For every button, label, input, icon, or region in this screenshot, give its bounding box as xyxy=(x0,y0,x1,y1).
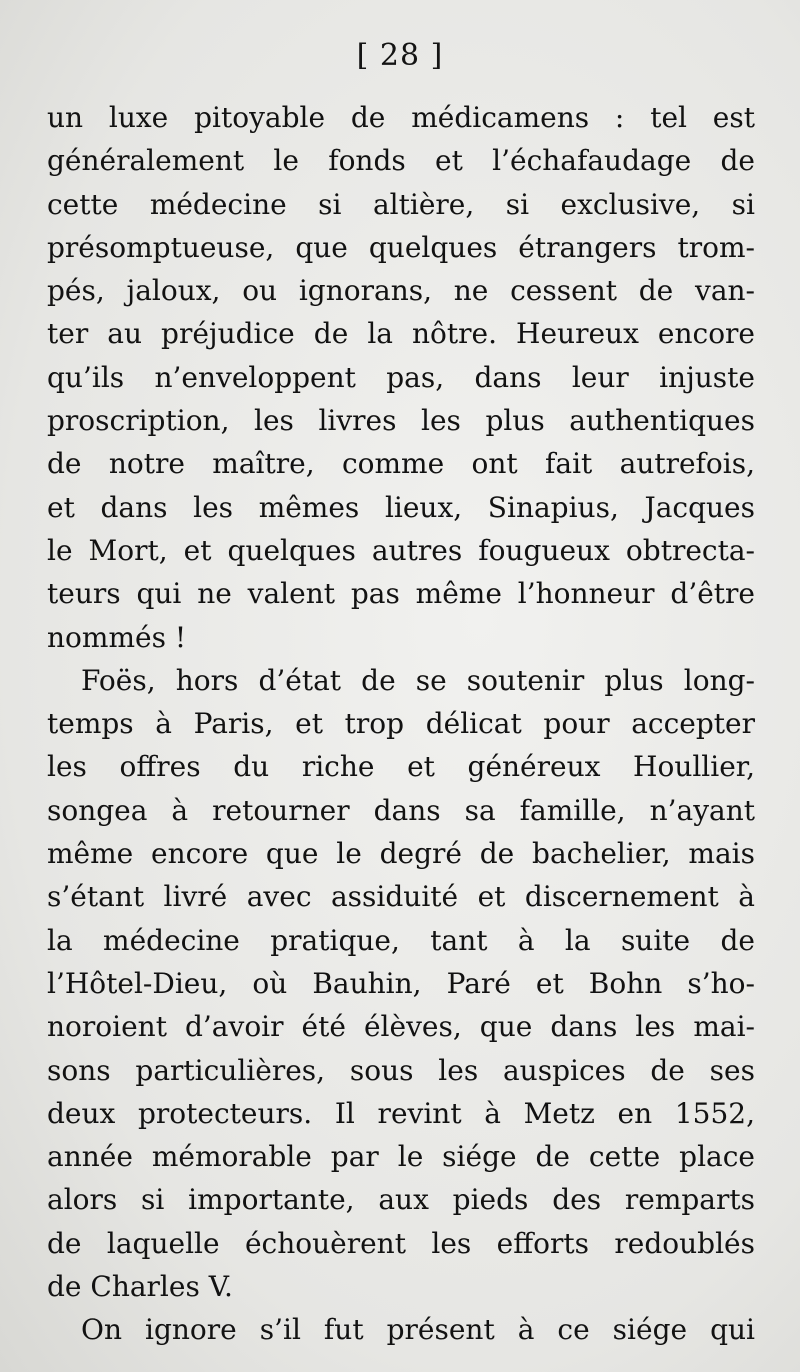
text-line: qu’ils n’enveloppent pas, dans leur injuste xyxy=(47,360,755,394)
text-line: l’Hôtel-Dieu, où Bauhin, Paré et Bohn s’ho- xyxy=(47,966,755,1000)
text-line: pés, jaloux, ou ignorans, ne cessent de van- xyxy=(47,274,755,308)
text-line: temps à Paris, et trop délicat pour accepter xyxy=(47,707,755,741)
text-line: s’étant livré avec assiduité et discernement à xyxy=(47,880,755,914)
text-line: deux protecteurs. Il revint à Metz en 1552, xyxy=(47,1096,755,1130)
text-line: les offres du riche et généreux Houllier, xyxy=(47,750,755,784)
text-line: de laquelle échouèrent les efforts redoublés xyxy=(47,1226,755,1260)
text-line: alors si importante, aux pieds des remparts xyxy=(47,1183,755,1217)
page-number: [ 28 ] xyxy=(356,38,444,73)
text-line: Foës, hors d’état de se soutenir plus long- xyxy=(81,663,755,697)
text-line: nommés ! xyxy=(47,620,187,654)
text-line: et dans les mêmes lieux, Sinapius, Jacques xyxy=(47,490,755,524)
text-line: même encore que le degré de bachelier, mais xyxy=(47,837,755,871)
text-line: cette médecine si altière, si exclusive, si xyxy=(47,187,755,221)
text-line: le Mort, et quelques autres fougueux obtrecta- xyxy=(47,533,755,567)
text-line: songea à retourner dans sa famille, n’ayant xyxy=(47,793,755,827)
body-text xyxy=(47,96,755,1352)
text-line: proscription, les livres les plus authentiques xyxy=(47,404,755,438)
text-line: la médecine pratique, tant à la suite de xyxy=(47,923,755,957)
text-line: année mémorable par le siége de cette place xyxy=(47,1140,755,1174)
text-line: teurs qui ne valent pas même l’honneur d’être xyxy=(47,577,755,611)
text-line: sons particulières, sous les auspices de ses xyxy=(47,1053,755,1087)
text-line: un luxe pitoyable de médicamens : tel est xyxy=(47,101,755,134)
text-line: ter au préjudice de la nôtre. Heureux encore xyxy=(47,317,755,351)
text-line: généralement le fonds et l’échafaudage de xyxy=(47,144,755,178)
text-line: de Charles V. xyxy=(47,1270,233,1304)
text-line: présomptueuse, que quelques étrangers trom- xyxy=(47,230,755,264)
text-line: On ignore s’il fut présent à ce siége qui xyxy=(81,1313,755,1347)
text-line: noroient d’avoir été élèves, que dans les mai- xyxy=(47,1010,755,1044)
text-line: de notre maître, comme ont fait autrefois, xyxy=(47,447,755,481)
